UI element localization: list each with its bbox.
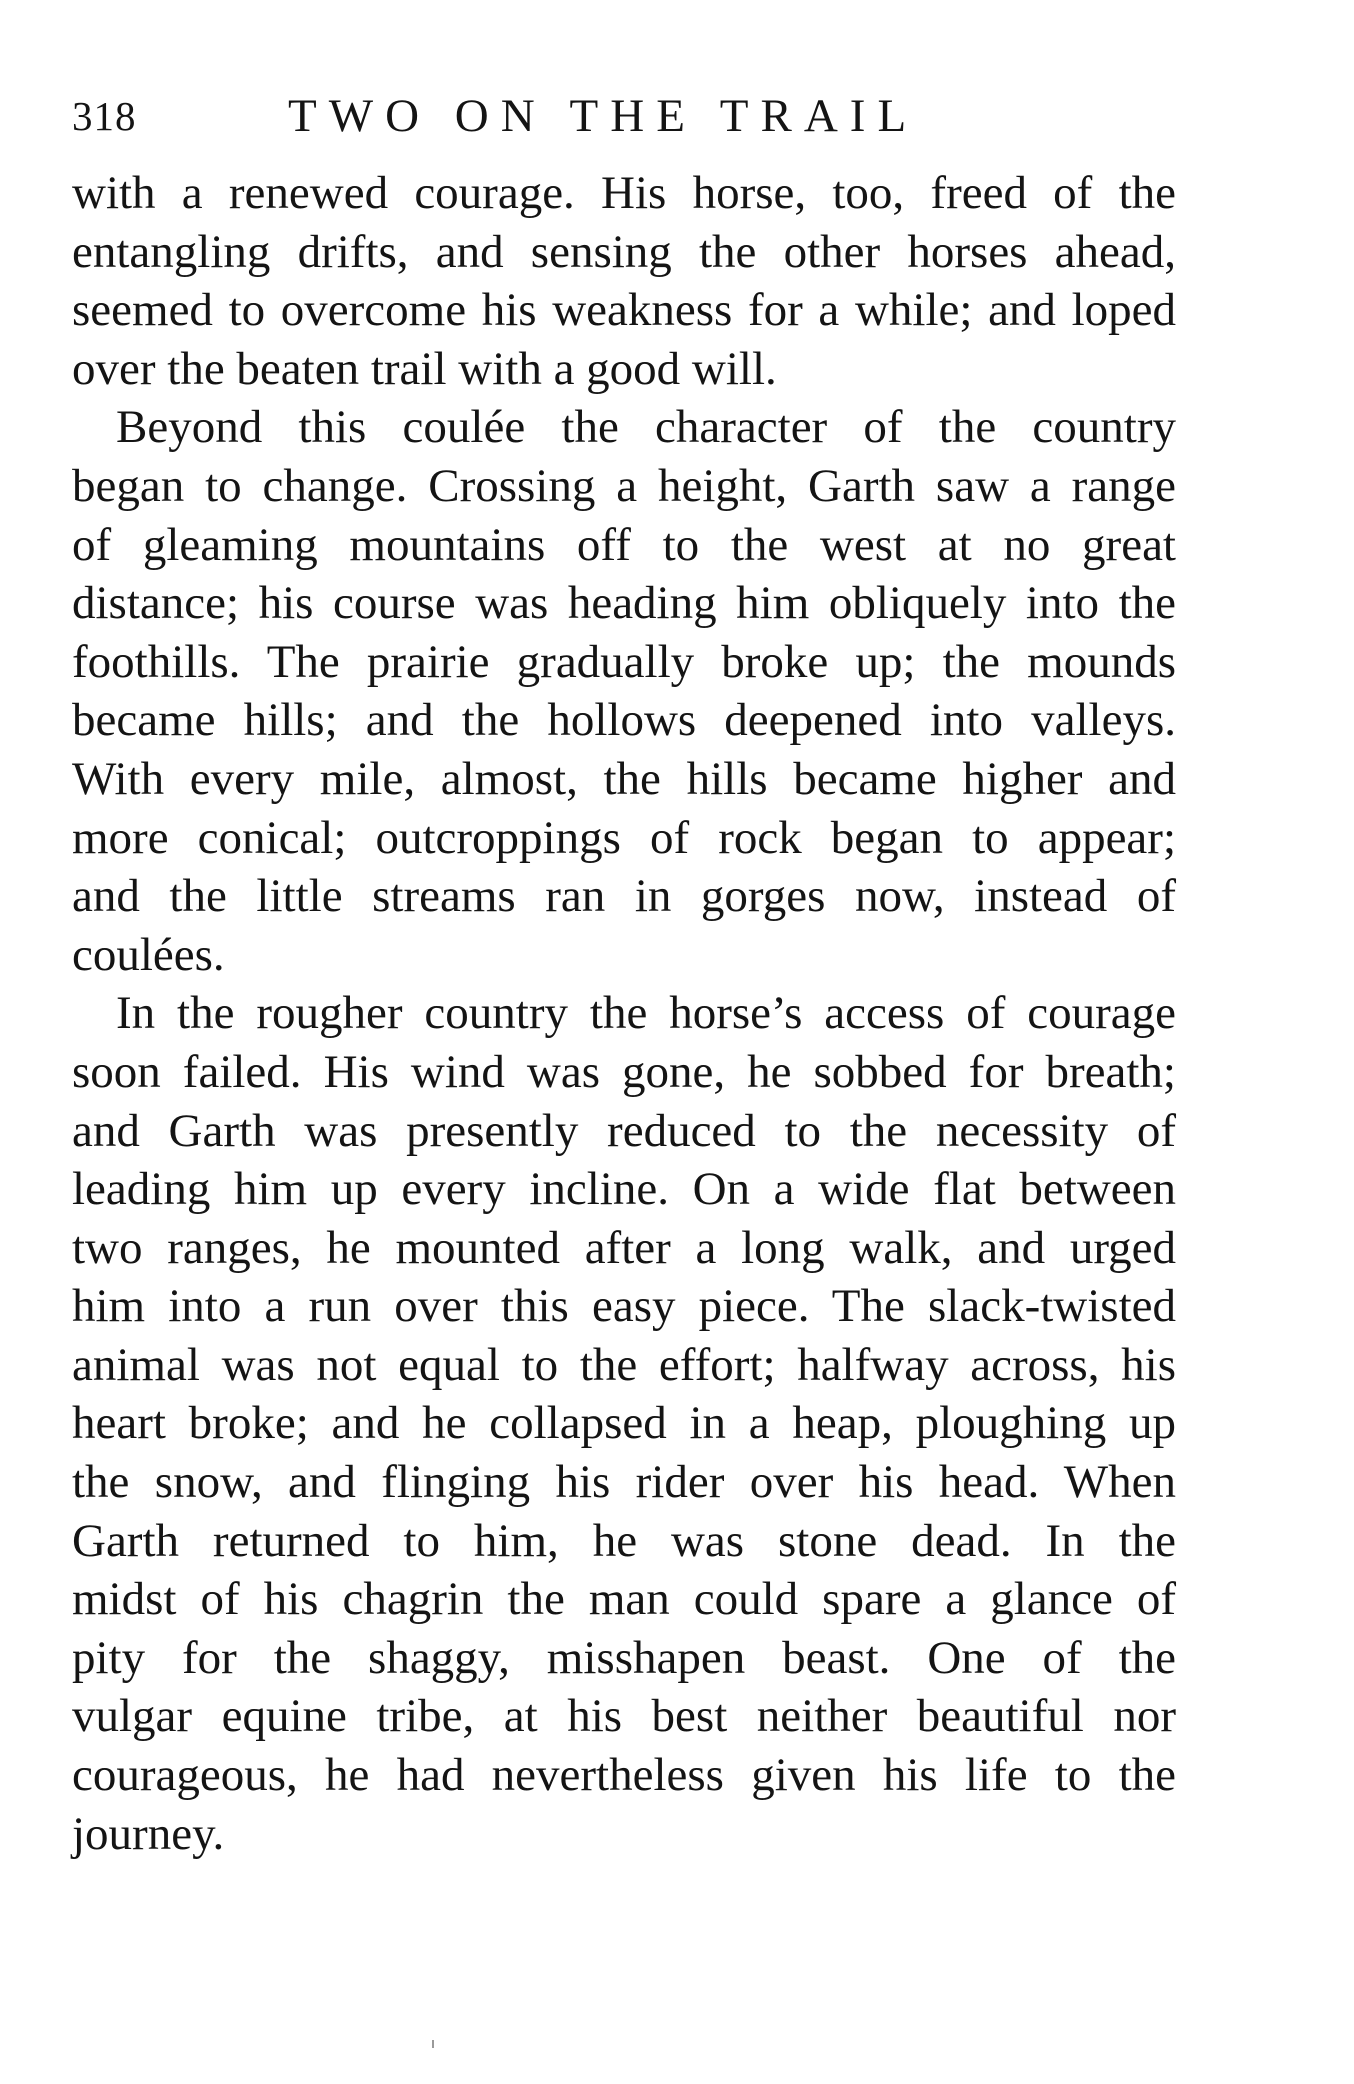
text-line: midst of his chagrin the man could spare a glance of (72, 1573, 1176, 1626)
text-line: heart broke; and he collapsed in a heap, ploughing up (72, 1397, 1176, 1450)
paragraph (72, 984, 1176, 1863)
text-line: and Garth was presently reduced to the necessity of (72, 1104, 1176, 1157)
running-title: TWO ON THE TRAIL (288, 90, 919, 142)
text-line: animal was not equal to the effort; halfway across, his (72, 1338, 1176, 1391)
text-line: distance; his course was heading him obliquely into the (72, 577, 1176, 630)
print-mark (432, 2040, 434, 2048)
text-line: leading him up every incline. On a wide flat between (72, 1163, 1176, 1216)
text-line: pity for the shaggy, misshapen beast. One of the (72, 1631, 1176, 1684)
text-line: the snow, and flinging his rider over his head. When (72, 1456, 1176, 1509)
text-line: and the little streams ran in gorges now, instead of (72, 870, 1176, 923)
text-line: seemed to overcome his weakness for a while; and loped (72, 284, 1176, 337)
text-line: foothills. The prairie gradually broke up; the mounds (72, 635, 1176, 688)
text-line: entangling drifts, and sensing the other horses ahead, (72, 225, 1176, 278)
paragraph (72, 398, 1176, 984)
text-line: soon failed. His wind was gone, he sobbed for breath; (72, 1045, 1176, 1098)
text-line: began to change. Crossing a height, Garth saw a range (72, 459, 1176, 512)
text-line: with a renewed courage. His horse, too, freed of the (72, 167, 1176, 219)
text-line: more conical; outcroppings of rock began to appear; (72, 811, 1176, 864)
body-text (72, 164, 1176, 1863)
text-line: courageous, he had nevertheless given his life to the (72, 1749, 1176, 1802)
text-line: over the beaten trail with a good will. (72, 342, 777, 395)
text-line: became hills; and the hollows deepened into valleys. (72, 694, 1176, 747)
text-line: him into a run over this easy piece. The slack-twisted (72, 1280, 1176, 1333)
paragraph (72, 164, 1176, 398)
text-line: With every mile, almost, the hills became higher and (72, 752, 1176, 805)
text-line: In the rougher country the horse’s access of courage (116, 987, 1176, 1040)
text-line: Garth returned to him, he was stone dead. In the (72, 1514, 1176, 1567)
running-head (72, 86, 1182, 146)
text-line: coulées. (72, 928, 225, 981)
text-line: two ranges, he mounted after a long walk, and urged (72, 1221, 1176, 1274)
text-line: vulgar equine tribe, at his best neither beautiful nor (72, 1690, 1176, 1743)
text-line: journey. (72, 1807, 225, 1860)
text-line: Beyond this coulée the character of the country (116, 401, 1176, 454)
page-number: 318 (72, 93, 137, 139)
text-line: of gleaming mountains off to the west at no great (72, 518, 1176, 571)
